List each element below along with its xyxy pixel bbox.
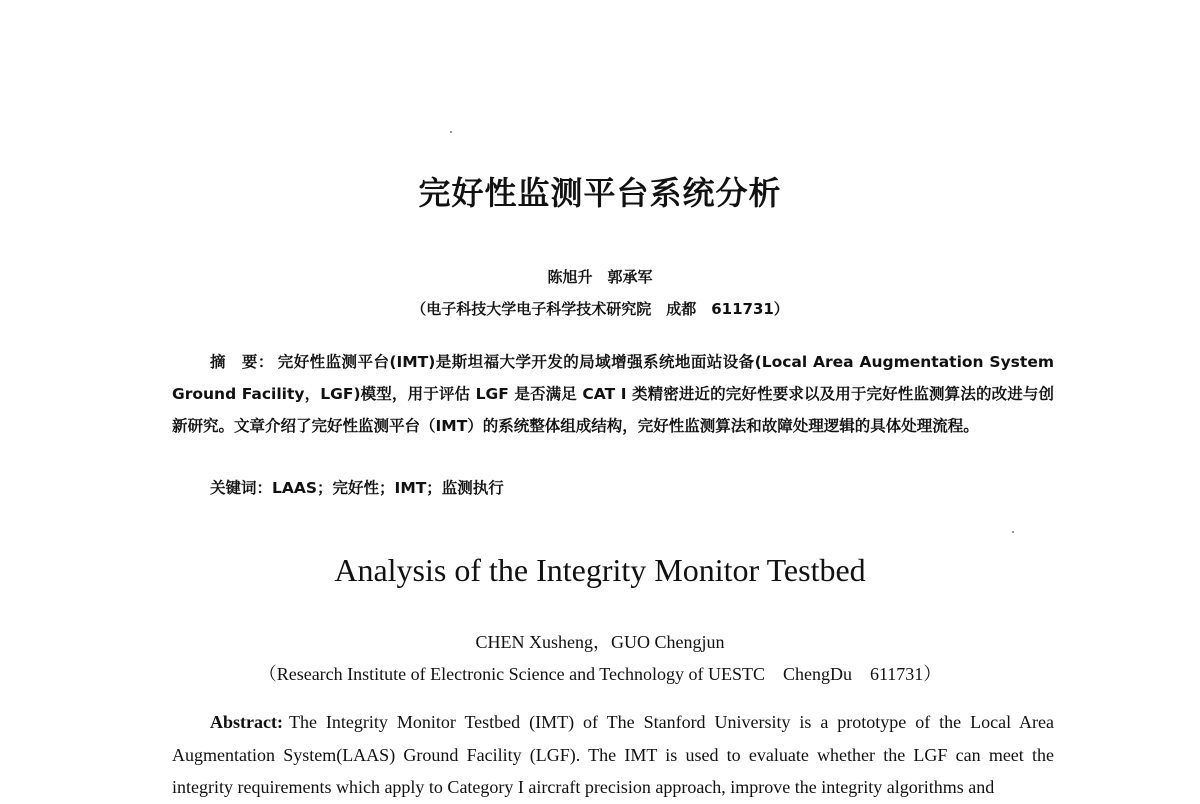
english-authors: CHEN Xusheng，GUO Chengjun: [475, 632, 725, 652]
chinese-abstract: [172, 346, 1054, 442]
english-abstract-label: Abstract:: [210, 712, 283, 732]
chinese-keywords-text: LAAS；完好性；IMT；监测执行: [272, 479, 504, 497]
chinese-keywords-label: 关键词：: [210, 479, 273, 497]
chinese-authors: 陈旭升 郭承军: [547, 268, 653, 286]
english-affiliation: （Research Institute of Electronic Science and Technology of UESTC ChengDu 611731）: [258, 664, 942, 684]
english-title: Analysis of the Integrity Monitor Testbed: [334, 552, 866, 588]
scan-speck: [450, 131, 452, 133]
chinese-abstract-label: 摘 要：: [210, 353, 274, 371]
chinese-abstract-text: 完好性监测平台(IMT)是斯坦福大学开发的局域增强系统地面站设备(Local Area Augmentation System Ground Facility，LGF)模型，用于评估 LGF 是否满足 CAT I 类精密进近的完好性要求以及用于完好性监测算法的改进与创新研究。文章介绍了完好性监测平台（IMT）的系统整体组成结构，完好性监测算法和故障处理逻辑的具体处理流程。: [172, 353, 1054, 435]
scan-speck: [1012, 531, 1014, 533]
english-abstract-text: The Integrity Monitor Testbed (IMT) of The Stanford University is a prototype of the Local Area Augmentation System(LAAS) Ground Facility (LGF). The IMT is used to evaluate whether the LGF can meet the integrity requirements which apply to Category I aircraft precision approach, improve the integrity algorithms and: [172, 712, 1054, 797]
chinese-keywords: [210, 476, 1050, 498]
chinese-title: 完好性监测平台系统分析: [418, 174, 782, 212]
english-abstract: [172, 706, 1054, 804]
chinese-affiliation: （电子科技大学电子科学技术研究院 成都 611731）: [411, 300, 789, 318]
